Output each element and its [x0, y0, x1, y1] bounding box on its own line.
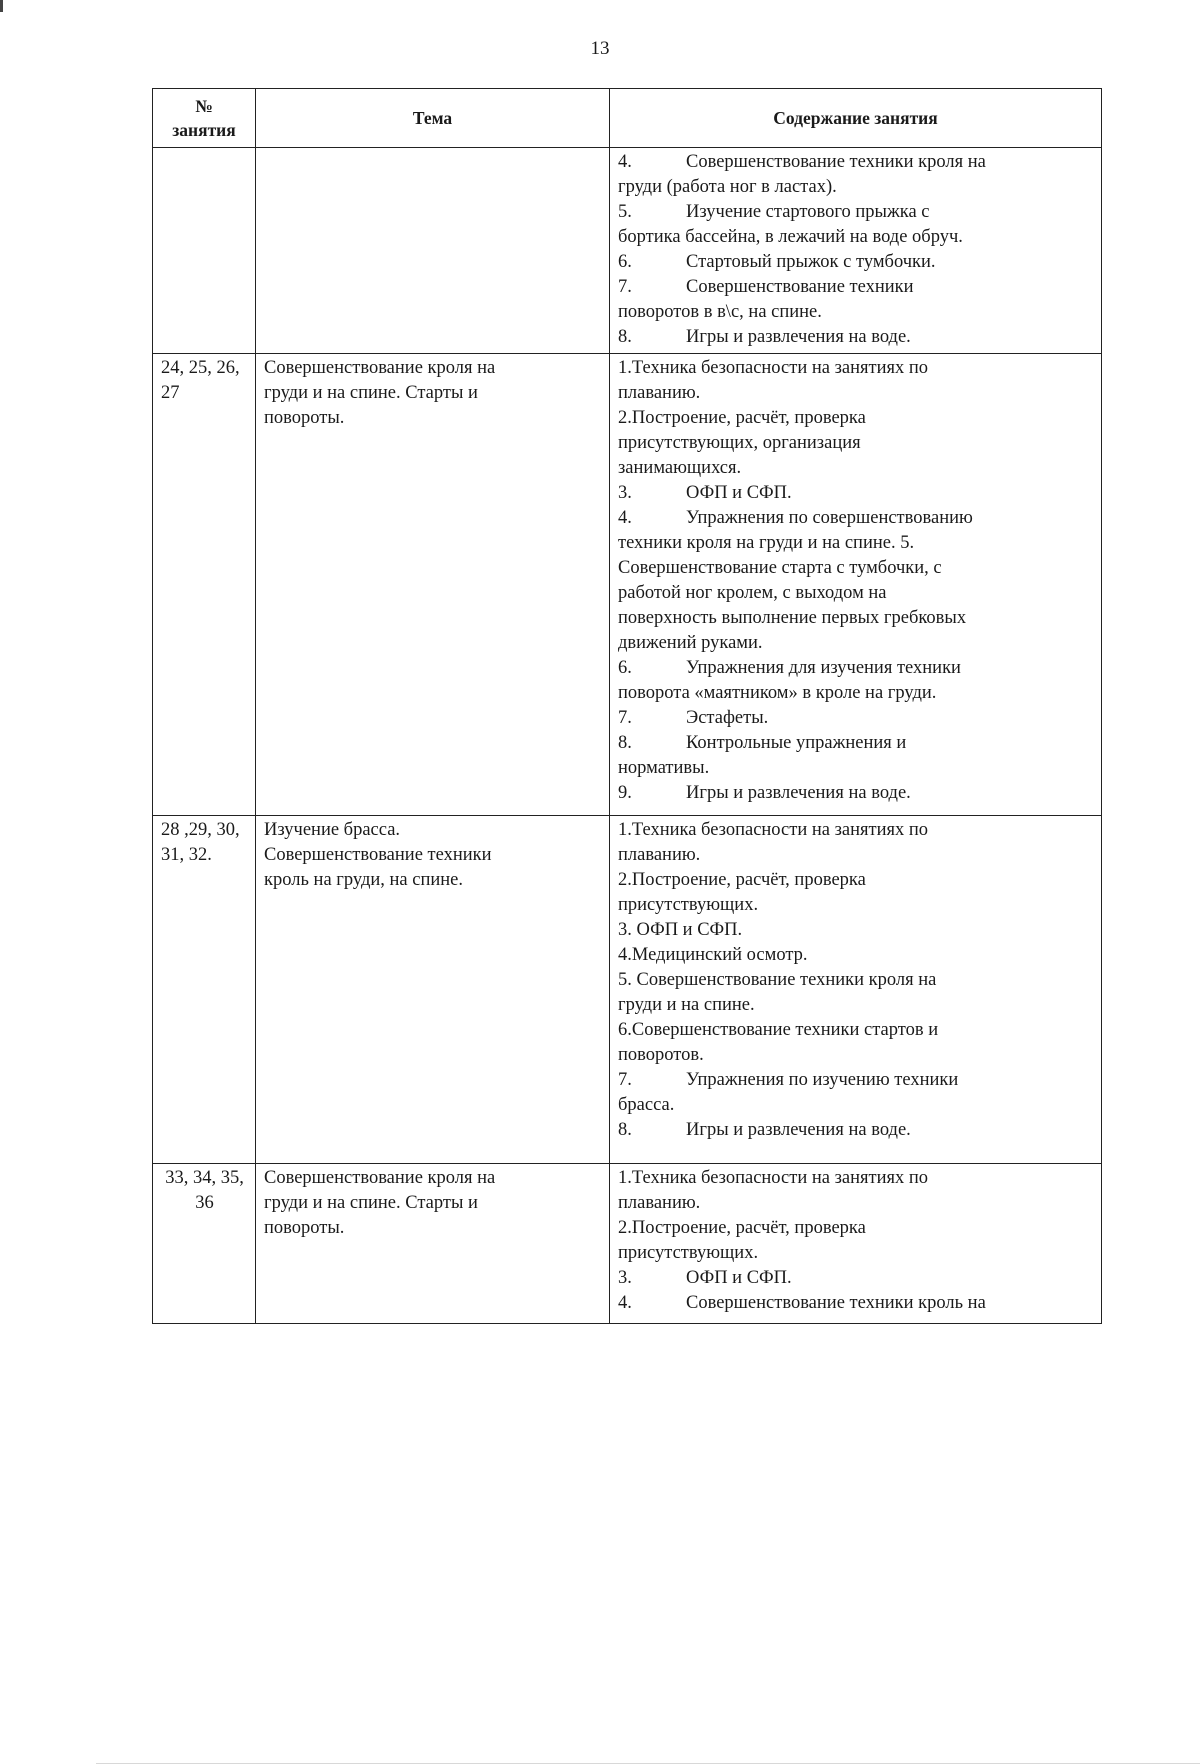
- list-item-continuation: техники кроля на груди и на спине. 5.: [618, 533, 915, 553]
- topic-cell: [256, 1164, 610, 1324]
- topic-line: Совершенствование кроля на: [264, 358, 496, 378]
- header-content: Содержание занятия: [610, 89, 1102, 148]
- table-row-continuation: [153, 148, 1102, 354]
- list-item: 5. Изучение стартового прыжка с: [618, 202, 930, 222]
- content-line: плаванию.: [618, 1193, 701, 1213]
- list-item-continuation: груди (работа ног в ластах).: [618, 177, 837, 197]
- list-item: 8. Игры и развлечения на воде.: [618, 1120, 911, 1140]
- lesson-plan-table: [152, 88, 1102, 1324]
- lesson-number: 24, 25, 26,: [161, 358, 240, 378]
- topic-line: Совершенствование техники: [264, 845, 492, 865]
- list-item: 8. Игры и развлечения на воде.: [618, 327, 911, 347]
- list-item-continuation: поверхность выполнение первых гребковых: [618, 608, 967, 628]
- list-item-continuation: поворота «маятником» в кроле на груди.: [618, 683, 937, 703]
- content-line: присутствующих.: [618, 895, 759, 915]
- topic-line: повороты.: [264, 408, 345, 428]
- list-item: 4. Упражнения по совершенствованию: [618, 508, 973, 528]
- content-line: плаванию.: [618, 845, 701, 865]
- content-line: 1.Техника безопасности на занятиях по: [618, 820, 929, 840]
- table-row: [153, 1164, 1102, 1324]
- cont-num-cell: [153, 148, 256, 354]
- topic-cell: [256, 354, 610, 816]
- list-item-continuation: движений руками.: [618, 633, 763, 653]
- content-line: плаванию.: [618, 383, 701, 403]
- list-item: 4. Совершенствование техники кроля на: [618, 152, 986, 172]
- topic-line: Изучение брасса.: [264, 820, 401, 840]
- list-item: 7. Упражнения по изучению техники: [618, 1070, 959, 1090]
- topic-line: груди и на спине. Старты и: [264, 383, 478, 403]
- content-line: поворотов.: [618, 1045, 704, 1065]
- content-line: 3. ОФП и СФП.: [618, 920, 743, 940]
- content-cell: [610, 1164, 1102, 1324]
- list-item: 6. Упражнения для изучения техники: [618, 658, 961, 678]
- lesson-number: 36: [195, 1193, 214, 1213]
- list-item-continuation: Совершенствование старта с тумбочки, с: [618, 558, 942, 578]
- table-row: [153, 816, 1102, 1164]
- lesson-number-cell: [153, 354, 256, 816]
- topic-cell: [256, 816, 610, 1164]
- header-num-word: занятия: [172, 120, 236, 140]
- list-item-continuation: брасса.: [618, 1095, 675, 1115]
- lesson-number-cell: [153, 816, 256, 1164]
- content-line: 1.Техника безопасности на занятиях по: [618, 1168, 929, 1188]
- list-item: 9. Игры и развлечения на воде.: [618, 783, 911, 803]
- content-line: 6.Совершенствование техники стартов и: [618, 1020, 939, 1040]
- topic-line: кроль на груди, на спине.: [264, 870, 464, 890]
- list-item: 3. ОФП и СФП.: [618, 483, 792, 503]
- scan-edge-mark: [0, 0, 3, 12]
- content-cell: [610, 354, 1102, 816]
- page-number: 13: [590, 38, 610, 59]
- content-cell: [610, 816, 1102, 1164]
- content-line: 5. Совершенствование техники кроля на: [618, 970, 937, 990]
- lesson-number: 31, 32.: [161, 845, 212, 865]
- content-line: 2.Построение, расчёт, проверка: [618, 1218, 866, 1238]
- header-num-symbol: №: [195, 96, 213, 116]
- topic-line: Совершенствование кроля на: [264, 1168, 496, 1188]
- topic-line: груди и на спине. Старты и: [264, 1193, 478, 1213]
- content-line: присутствующих, организация: [618, 433, 861, 453]
- lesson-number: 27: [161, 383, 180, 403]
- header-topic: Тема: [256, 89, 610, 148]
- content-line: 2.Построение, расчёт, проверка: [618, 408, 866, 428]
- list-item: 8. Контрольные упражнения и: [618, 733, 907, 753]
- lesson-number-cell: [153, 1164, 256, 1324]
- list-item-continuation: бортика бассейна, в лежачий на воде обруч.: [618, 227, 963, 247]
- content-line: присутствующих.: [618, 1243, 759, 1263]
- list-item: 7. Совершенствование техники: [618, 277, 914, 297]
- content-line: занимающихся.: [618, 458, 742, 478]
- content-line: 2.Построение, расчёт, проверка: [618, 870, 866, 890]
- table-row: [153, 354, 1102, 816]
- table-header-row: [153, 89, 1102, 148]
- list-item-continuation: поворотов в в\с, на спине.: [618, 302, 822, 322]
- list-item-continuation: работой ног кролем, с выходом на: [618, 583, 887, 603]
- list-item: 4. Совершенствование техники кроль на: [618, 1293, 986, 1313]
- list-item: 7. Эстафеты.: [618, 708, 769, 728]
- list-item: 6. Стартовый прыжок с тумбочки.: [618, 252, 936, 272]
- content-line: 4.Медицинский осмотр.: [618, 945, 808, 965]
- lesson-number: 28 ,29, 30,: [161, 820, 240, 840]
- cont-content-cell: [610, 148, 1102, 354]
- content-line: 1.Техника безопасности на занятиях по: [618, 358, 929, 378]
- list-item-continuation: нормативы.: [618, 758, 710, 778]
- list-item: 3. ОФП и СФП.: [618, 1268, 792, 1288]
- lesson-number: 33, 34, 35,: [165, 1168, 244, 1188]
- cont-topic-cell: [256, 148, 610, 354]
- content-line: груди и на спине.: [618, 995, 755, 1015]
- topic-line: повороты.: [264, 1218, 345, 1238]
- header-lesson-number: [153, 89, 256, 148]
